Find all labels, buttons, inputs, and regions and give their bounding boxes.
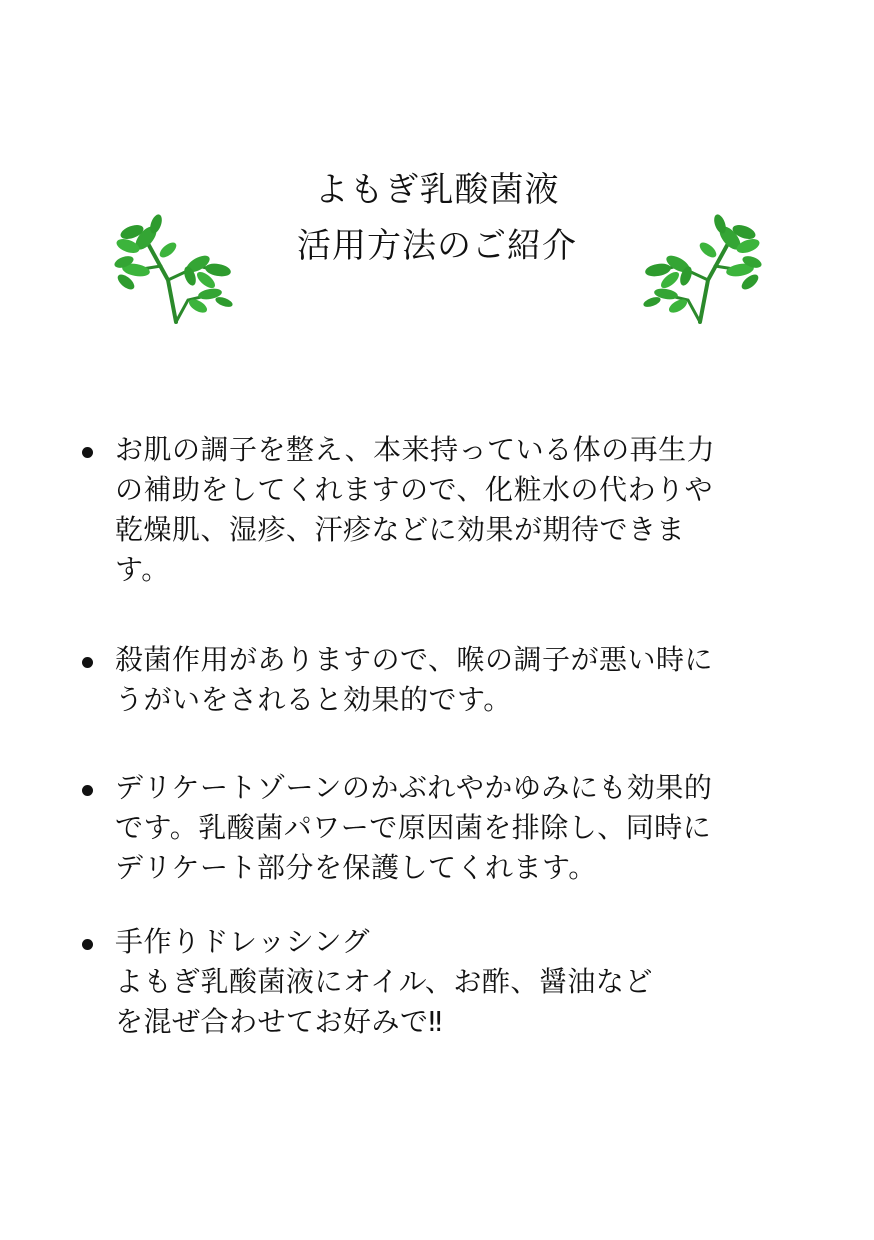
text-line: デリケートゾーンのかぶれやかゆみにも効果的 <box>115 771 713 804</box>
mugwort-leaf-icon <box>640 210 770 330</box>
text-line: 殺菌作用がありますので、喉の調子が悪い時に <box>115 643 713 676</box>
list-item-text <box>115 922 815 1042</box>
text-line: の補助をしてくれますので、化粧水の代わりや <box>115 473 713 506</box>
text-line: 手作りドレッシング <box>115 925 370 958</box>
list-item-text <box>115 768 815 888</box>
bullet-dot <box>82 785 93 796</box>
text-line: よもぎ乳酸菌液にオイル、お酢、醤油など <box>115 965 653 998</box>
title-line-1: よもぎ乳酸菌液 <box>314 170 560 210</box>
list-item-text <box>115 640 815 720</box>
text-line: を混ぜ合わせてお好みで‼ <box>115 1005 443 1038</box>
list-item-text <box>115 430 815 590</box>
bullet-dot <box>82 939 93 950</box>
text-line: 乾燥肌、湿疹、汗疹などに効果が期待できま <box>115 513 686 546</box>
text-line: す。 <box>115 553 170 586</box>
text-line: です。乳酸菌パワーで原因菌を排除し、同時に <box>115 811 712 844</box>
bullet-dot <box>82 447 93 458</box>
title-line-2: 活用方法のご紹介 <box>297 226 577 266</box>
bullet-dot <box>82 657 93 668</box>
mugwort-leaf-icon <box>106 210 236 330</box>
text-line: お肌の調子を整え、本来持っている体の再生力 <box>115 433 716 466</box>
text-line: うがいをされると効果的です。 <box>115 683 512 716</box>
text-line: デリケート部分を保護してくれます。 <box>115 851 597 884</box>
